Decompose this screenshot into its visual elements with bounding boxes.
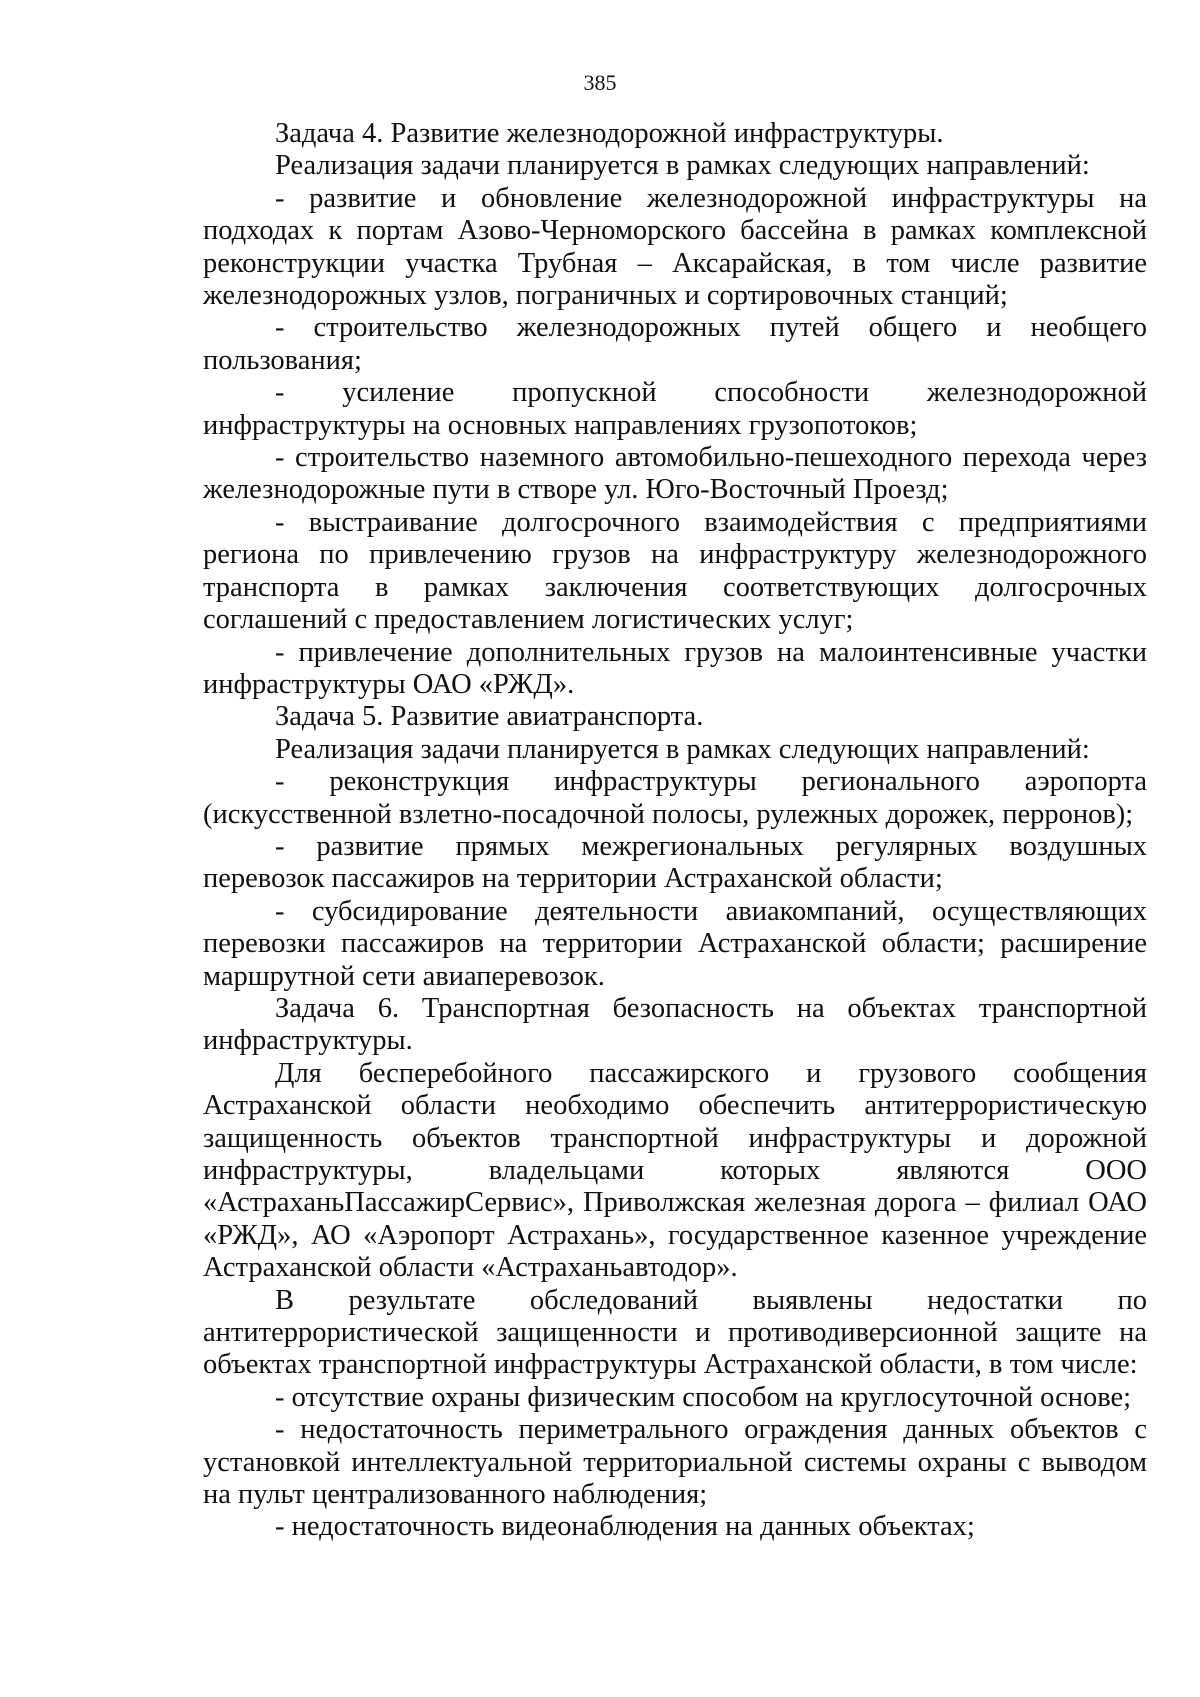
body-paragraph: В результате обследований выявлены недостатки по антитеррористической защищенности и противодиверсионной защите на объектах транспортной инфраструктуры Астраханской области, в том числе: [203,1284,1147,1381]
body-paragraph: Для бесперебойного пассажирского и грузового сообщения Астраханской области необходимо обеспечить антитеррористическую защищенность объектов транспортной инфраструктуры и дорожной инфраструктуры, владельцами которых являются ООО «АстраханьПассажирСервис», Приволжская железная дорога – филиал ОАО «РЖД», АО «Аэропорт Астрахань», государственное казенное учреждение Астраханской области «Астраханьавтодор». [203,1057,1147,1284]
list-item: - развитие прямых межрегиональных регулярных воздушных перевозок пассажиров на территории Астраханской области; [203,830,1147,895]
task-5-intro: Реализация задачи планируется в рамках следующих направлений: [275,733,1090,765]
list-item: - реконструкция инфраструктуры регионального аэропорта (искусственной взлетно-посадочной полосы, рулежных дорожек, перронов); [203,766,1147,830]
task-5-heading: Задача 5. Развитие авиатранспорта. [275,701,704,733]
list-item: - привлечение дополнительных грузов на малоинтенсивные участки инфраструктуры ОАО «РЖД». [203,636,1147,700]
list-item: - усиление пропускной способности железнодорожной инфраструктуры на основных направлениях грузопотоков; [203,377,1147,441]
document-body [203,118,1147,1544]
list-item: - недостаточность видеонаблюдения на данных объектах; [275,1511,975,1543]
list-item: - строительство железнодорожных путей общего и необщего пользования; [203,312,1147,376]
list-item: - выстраивание долгосрочного взаимодействия с предприятиями региона по привлечению грузов на инфраструктуру железнодорожного транспорта в рамках заключения соответствующих долгосрочных соглашений с предоставлением логистических услуг; [203,506,1147,636]
list-item: - отсутствие охраны физическим способом на круглосуточной основе; [275,1381,1132,1413]
list-item: - развитие и обновление железнодорожной инфраструктуры на подходах к портам Азово-Черноморского бассейна в рамках комплексной реконструкции участка Трубная – Аксарайская, в том числе развитие железнодорожных узлов, пограничных и сортировочных станций; [203,182,1147,312]
list-item: - субсидирование деятельности авиакомпаний, осуществляющих перевозки пассажиров на территории Астраханской области; расширение маршрутной сети авиаперевозок. [203,895,1147,992]
page-number: 385 [583,70,617,95]
list-item: - строительство наземного автомобильно-пешеходного перехода через железнодорожные пути в створе ул. Юго-Восточный Проезд; [203,442,1147,506]
task-4-heading: Задача 4. Развитие железнодорожной инфраструктуры. [275,118,944,149]
list-item: - недостаточность периметрального ограждения данных объектов с установкой интеллектуальной территориальной системы охраны с выводом на пульт централизованного наблюдения; [203,1414,1147,1511]
task-4-intro: Реализация задачи планируется в рамках следующих направлений: [275,150,1090,182]
task-6-heading: Задача 6. Транспортная безопасность на объектах транспортной инфраструктуры. [203,992,1147,1057]
